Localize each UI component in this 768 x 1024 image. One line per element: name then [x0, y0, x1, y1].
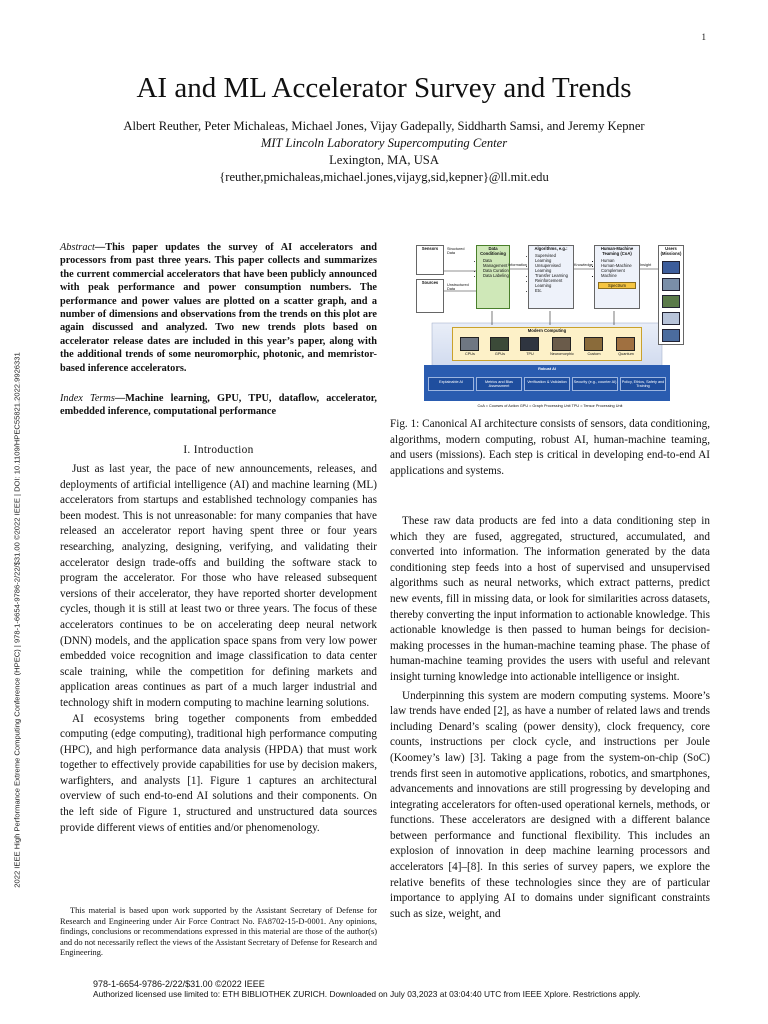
dc-item: • Data Curation: [483, 268, 509, 273]
left-column-body: [60, 462, 377, 836]
section-heading: I. Introduction: [183, 444, 254, 456]
chip-label: GPUs: [494, 352, 506, 356]
mission-image-icon: [662, 329, 680, 342]
chip-label: CPUs: [465, 352, 475, 356]
abstract: [60, 241, 377, 375]
algorithms-box: [528, 245, 574, 309]
robust-ai-item: Metrics and Bias Assessment: [476, 377, 522, 391]
figure-1: [414, 241, 686, 413]
hmt-box: [594, 245, 640, 309]
modern-computing-label: Modern Computing: [527, 328, 567, 333]
chip-label: Custom: [587, 352, 601, 356]
users-label: Users (Missions): [660, 246, 682, 256]
sensors-box: [416, 245, 444, 275]
hmt-item: ▪ Human: [601, 258, 639, 263]
author-block: [0, 118, 768, 186]
chip-label: Quantum: [618, 352, 634, 356]
information-label: Information: [508, 263, 527, 267]
alg-item: • Transfer Learning: [535, 273, 573, 278]
quantum-chip-icon: [616, 337, 635, 351]
mission-image-icon: [662, 261, 680, 274]
mission-image-icon: [662, 278, 680, 291]
index-terms-label: Index Terms: [60, 393, 115, 404]
alg-item: • Etc.: [535, 288, 573, 293]
paragraph: AI ecosystems bring together components from embedded computing (edge computing), traditional high performance computing (HPC), and high performance data analysis (HPDA) that must work together to effectively provide capabilities for use by decision makers, warfighters, and analysts [1]. Figure 1 captures an architectural overview of such end-to-end AI solutions and their components. On the left side of Figure 1, structured and unstructured data sources provide different views of entities and/or phenomenology.: [60, 712, 377, 834]
paper-title: AI and ML Accelerator Survey and Trends: [136, 72, 632, 104]
alg-item: • Supervised Learning: [535, 253, 573, 263]
dc-item: • Data Labeling: [483, 273, 509, 278]
copyright-line: 978-1-6654-9786-2/22/$31.00 ©2022 IEEE: [93, 979, 265, 989]
mission-image-icon: [662, 312, 680, 325]
sensors-label: Sensors: [421, 246, 439, 251]
spectrum-label: Spectrum: [598, 282, 636, 289]
data-conditioning-label: Data Conditioning: [480, 246, 506, 256]
author-names: Albert Reuther, Peter Michaleas, Michael Jones, Vijay Gadepally, Siddharth Samsi, and Jeremy Kepner: [123, 119, 645, 133]
cpu-chip-icon: [460, 337, 479, 351]
algorithms-label: Algorithms, e.g.:: [534, 246, 568, 251]
paragraph: Just as last year, the pace of new announcements, releases, and deployments of artificial intelligence (AI) and machine learning (ML) accelerators from startups and established technology companies has been modest. This is not unreasonable: for many companies that have released an accelerator report having spent three or four years researching, analyzing, designing, verifying, and validating their accelerator design trade-offs and building the software stack to program the accelerator. For those who have released subsequent versions of their accelerator, they have reported shorter development cycles, though it is still at least two or three years. The focus of these accelerators continues to be on accelerating deep neural network (DNN) models, and the application space spans from very low power embedded voice recognition and image classification to data center scale training, while the competition for defining markets and application areas continues as part of a much larger industrial and technology shift in modern computing to machine learning solutions.: [60, 463, 377, 709]
footnote: [60, 906, 377, 959]
figure-legend: CoA = Courses of Action GPU = Graph Processing Unit TPU = Tensor Processing Unit: [477, 404, 623, 408]
hmt-item: ▪ Human-Machine Complement: [601, 263, 639, 273]
robust-ai-item: Verification & Validation: [524, 377, 570, 391]
dc-item: • Data Management: [483, 258, 509, 268]
footnote-text: This material is based upon work supported by the Assistant Secretary of Defense for Research and Engineering under Air Force Contract No. FA8702-15-D-0001. Any opinions, findings, conclusions or recommendations expressed in this material are those of the author(s) and do not necessarily reflect the views of the Assistant Secretary of Defense for Research and Engineering.: [60, 906, 377, 958]
sources-box: [416, 279, 444, 313]
sources-label: Sources: [421, 280, 439, 285]
structured-data-label: Structured Data: [447, 247, 465, 256]
alg-item: • Unsupervised Learning: [535, 263, 573, 273]
mission-image-icon: [662, 295, 680, 308]
insight-label: Insight: [640, 263, 652, 267]
alg-item: • Reinforcement Learning: [535, 278, 573, 288]
hmt-item: ▪ Machine: [601, 273, 639, 278]
neuromorphic-chip-icon: [552, 337, 571, 351]
data-conditioning-box: [476, 245, 510, 309]
knowledge-label: Knowledge: [574, 263, 593, 267]
hmt-label: Human-Machine Teaming (CoA): [600, 246, 634, 256]
page-number: 1: [701, 32, 706, 42]
abstract-label: Abstract: [60, 242, 95, 253]
affiliation: MIT Lincoln Laboratory Supercomputing Center: [260, 136, 508, 150]
robust-ai-label: Robust AI: [538, 367, 556, 371]
figure-caption: Fig. 1: Canonical AI architecture consists of sensors, data conditioning, algorithms, modern computing, robust AI, human-machine teaming, and users (missions). Each step is critical in developing end-to-end AI applications and systems.: [390, 418, 710, 477]
index-terms: [60, 392, 377, 419]
robust-ai-item: Explainable AI: [428, 377, 474, 391]
authorized-use-line: Authorized licensed use limited to: ETH BIBLIOTHEK ZURICH. Downloaded on July 03,2023 at 03:04:40 UTC from IEEE Xplore. Restrictions apply.: [93, 989, 641, 999]
author-emails: {reuther,pmichaleas,michael.jones,vijayg,sid,kepner}@ll.mit.edu: [219, 170, 549, 184]
tpu-chip-icon: [520, 337, 539, 351]
right-column-body: [390, 514, 710, 925]
abstract-text: —This paper updates the survey of AI accelerators and processors from past three years. This paper collects and summarizes the current commercial accelerators that have been publicly announced with peak performance and power consumption numbers. The performance and power values are plotted on a scatter graph, and a number of dimensions and observations from the trends on this plot are again discussed and analyzed. Two new trends plots based on accelerator release dates are included in this year’s paper, along with the additional trends of some neuromorphic, photonic, and memristor-based inference accelerators.: [60, 242, 377, 374]
index-terms-text: —Machine learning, GPU, TPU, dataflow, accelerator, embedded inference, computational performance: [60, 393, 377, 418]
gpu-chip-icon: [490, 337, 509, 351]
paragraph: These raw data products are fed into a data conditioning step in which they are fused, aggregated, structured, accumulated, and converted into information. The information generated by the data conditioning step feeds into a host of supervised and unsupervised algorithms such as neural networks, which extract patterns, predict new events, fill in missing data, or look for similarities across datasets, thereby converting the input information to actionable knowledge. This actionable knowledge is then passed to human beings for decision-making processes in the human-machine teaming phase. The phase of human-machine teaming provides the users with useful and relevant insight turning knowledge into actionable intelligence or insight.: [390, 515, 710, 683]
unstructured-data-label: Unstructured Data: [447, 283, 469, 292]
robust-ai-item: Security (e.g., counter AI): [572, 377, 618, 391]
side-citation-text: 2022 IEEE High Performance Extreme Computing Conference (HPEC) | 978-1-6654-9786-2/22/$31.00 ©2022 IEEE | DOI: 10.1109/HPEC55821.2022.9926331: [12, 352, 22, 888]
paragraph: Underpinning this system are modern computing systems. Moore’s law trends have ended [2], as have a number of related laws and trends including Denard’s scaling (power density), clock frequency, core counts, instructions per clock cycle, and instructions per Joule (Koomey’s law) [3]. Taking a page from the system-on-chip (SoC) trends first seen in automotive applications, robotics, and smartphones, advancements and innovations are still progressing by developing and integrating accelerators for often-used operational kernels, methods, or functions. These accelerators are designed with a different balance between performance and functional flexibility. This includes an explosion of innovation in deep machine learning processors and accelerators [4]–[8]. In this series of survey papers, we explore the relative benefits of these technologies since they are of particular importance to applying AI to domains under significant constraints such as size, weight, and: [390, 689, 710, 920]
robust-ai-item: Policy, Ethics, Safety and Training: [620, 377, 666, 391]
side-citation-strip: [10, 230, 24, 1010]
chip-label: Neuromorphic: [550, 352, 574, 356]
custom-chip-icon: [584, 337, 603, 351]
location: Lexington, MA, USA: [329, 153, 439, 167]
chip-label: TPU: [526, 352, 534, 356]
